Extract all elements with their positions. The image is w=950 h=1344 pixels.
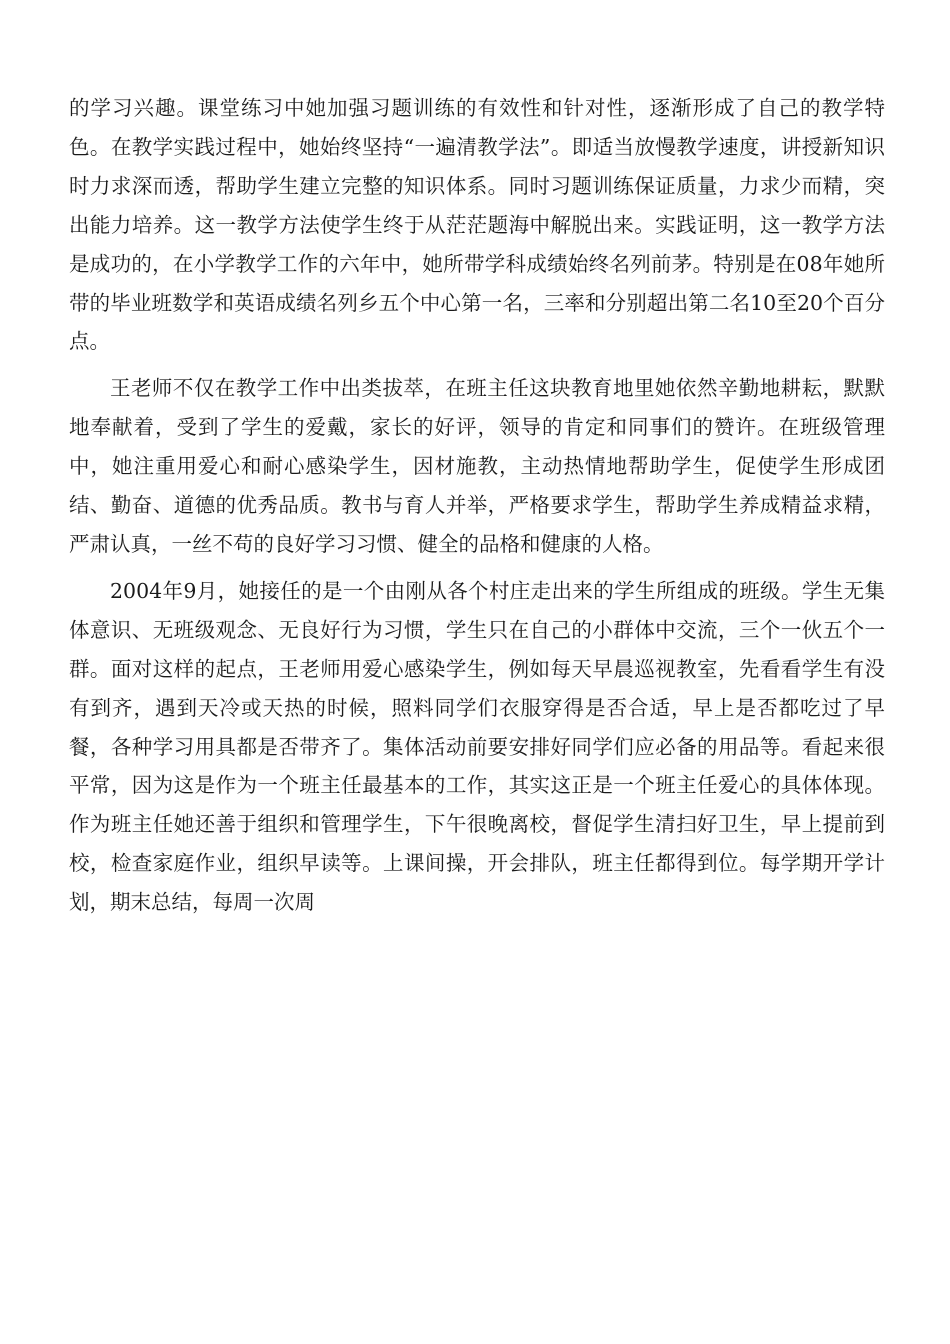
paragraph-1: 的学习兴趣。课堂练习中她加强习题训练的有效性和针对性，逐渐形成了自己的教学特色。在教学实践过程中，她始终坚持“一遍清教学法”。即适当放慢教学速度，讲授新知识时力求深而透，帮助学生建立完整的知识体系。同时习题训练保证质量，力求少而精，突出能力培养。这一教学方法使学生终于从茫茫题海中解脱出来。实践证明，这一教学方法是成功的，在小学教学工作的六年中，她所带学科成绩始终名列前茅。特别是在08年她所带的毕业班数学和英语成绩名列乡五个中心第一名，三率和分别超出第二名10至20个百分点。 — [69, 96, 885, 354]
document-page — [69, 89, 885, 930]
paragraph-2: 王老师不仅在教学工作中出类拔萃，在班主任这块教育地里她依然辛勤地耕耘，默默地奉献着，受到了学生的爱戴，家长的好评，领导的肯定和同事们的赞许。在班级管理中，她注重用爱心和耐心感染学生，因材施教，主动热情地帮助学生，促使学生形成团结、勤奋、道德的优秀品质。教书与育人并举，严格要求学生，帮助学生养成精益求精，严肃认真，一丝不苟的良好学习习惯、健全的品格和健康的人格。 — [69, 376, 885, 556]
paragraph-3: 2004年9月，她接任的是一个由刚从各个村庄走出来的学生所组成的班级。学生无集体意识、无班级观念、无良好行为习惯，学生只在自己的小群体中交流，三个一伙五个一群。面对这样的起点，王老师用爱心感染学生，例如每天早晨巡视教室，先看看学生有没有到齐，遇到天冷或天热的时候，照料同学们衣服穿得是否合适，早上是否都吃过了早餐，各种学习用具都是否带齐了。集体活动前要安排好同学们应必备的用品等。看起来很平常，因为这是作为一个班主任最基本的工作，其实这正是一个班主任爱心的具体体现。 作为班主任她还善于组织和管理学生，下午很晚离校，督促学生清扫好卫生，早上提前到校，检查家庭作业，组织早读等。上课间操，开会排队，班主任都得到位。每学期开学计划，期末总结，每周一次周 — [69, 578, 885, 915]
